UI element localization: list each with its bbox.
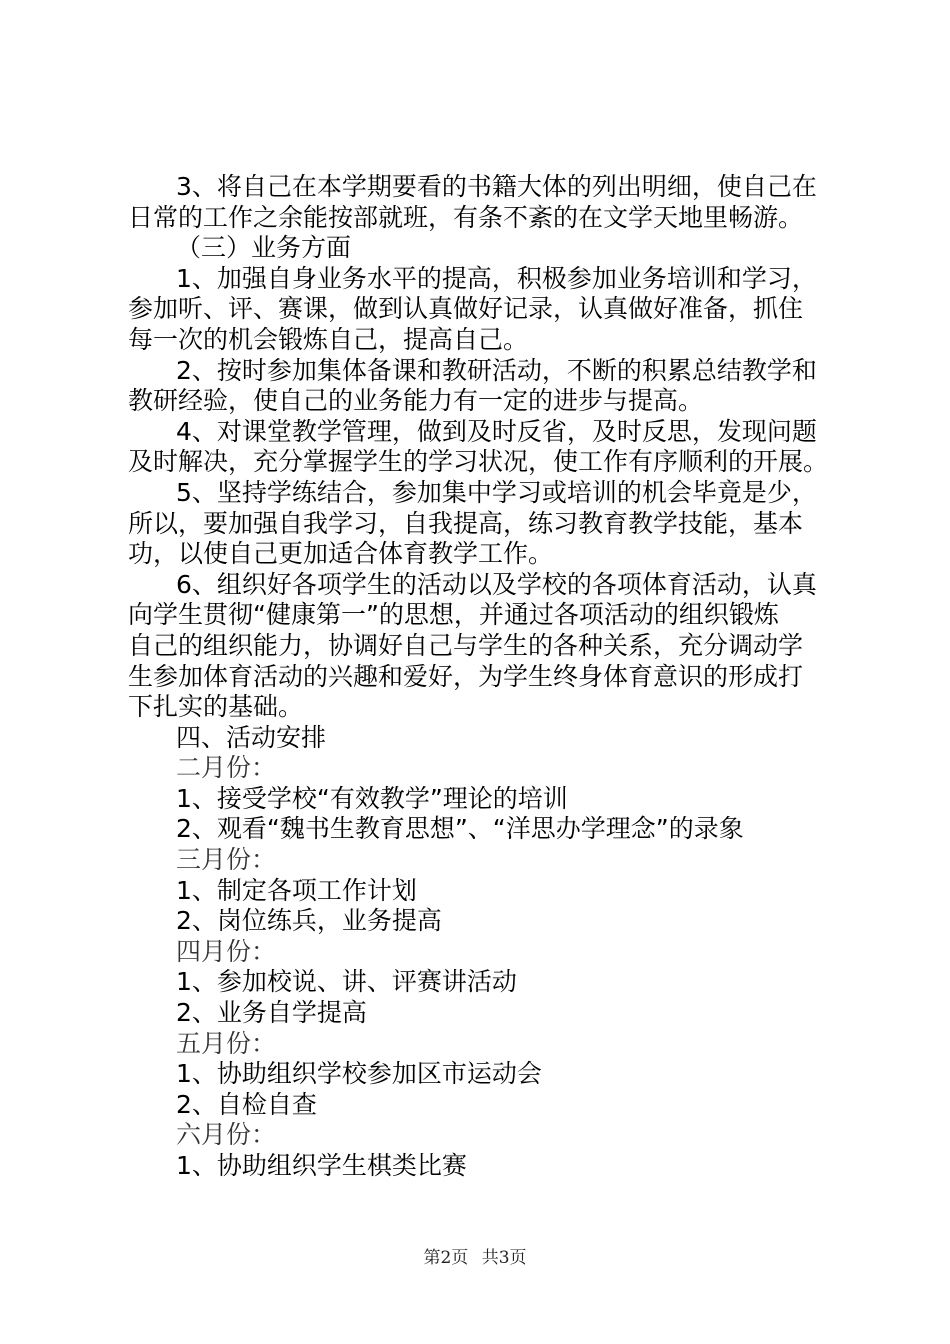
activity-item: 1、参加校说、讲、评赛讲活动 — [176, 967, 517, 997]
page-number: 第2页 — [423, 1248, 469, 1268]
activity-item: 2、业务自学提高 — [176, 998, 367, 1028]
document-body — [128, 172, 838, 1182]
activity-item: 1、协助组织学生棋类比赛 — [176, 1151, 467, 1180]
activity-item: 2、岗位练兵，业务提高 — [176, 906, 442, 936]
paragraph-first-line: 1、加强自身业务水平的提高，积极参加业务培训和学习， — [176, 263, 817, 293]
activity-item: 2、观看“魏书生教育思想”、“洋思办学理念”的录象 — [176, 814, 744, 844]
paragraph-first-line: 5、坚持学练结合，参加集中学习或培训的机会毕竟是少， — [176, 477, 817, 507]
paragraph-line: 每一次的机会锻炼自己，提高自己。 — [128, 324, 529, 354]
paragraph-line: 下扎实的基础。 — [128, 692, 304, 722]
section-heading: 四、活动安排 — [176, 722, 327, 752]
activity-item: 1、制定各项工作计划 — [176, 875, 417, 905]
activity-item: 2、自检自查 — [176, 1089, 317, 1119]
activity-item: 1、协助组织学校参加区市运动会 — [176, 1059, 542, 1089]
month-heading: 二月份： — [176, 753, 277, 783]
paragraph-line: 自己的组织能力，协调好自己与学生的各种关系，充分调动学 — [128, 630, 804, 660]
paragraph-line: 功，以使自己更加适合体育教学工作。 — [128, 539, 554, 569]
month-heading: 四月份： — [176, 936, 277, 966]
paragraph-line: 向学生贯彻“健康第一”的思想，并通过各项活动的组织锻炼 — [128, 600, 779, 630]
month-heading: 六月份： — [176, 1120, 277, 1150]
paragraph-line: 日常的工作之余能按部就班，有条不紊的在文学天地里畅游。 — [128, 202, 804, 232]
paragraph-first-line: 2、按时参加集体备课和教研活动，不断的积累总结教学和 — [176, 355, 817, 385]
page-footer — [0, 1243, 950, 1268]
page-total: 共3页 — [481, 1248, 527, 1268]
month-heading: 三月份： — [176, 845, 277, 875]
paragraph-first-line: 3、将自己在本学期要看的书籍大体的列出明细，使自己在 — [176, 172, 817, 201]
paragraph-line: 所以，要加强自我学习，自我提高，练习教育教学技能，基本 — [128, 508, 804, 538]
paragraph-line: 教研经验，使自己的业务能力有一定的进步与提高。 — [128, 386, 704, 416]
paragraph-line: 生参加体育活动的兴趣和爱好，为学生终身体育意识的形成打 — [128, 661, 804, 691]
paragraph-line: 及时解决，充分掌握学生的学习状况，使工作有序顺利的开展。 — [128, 447, 829, 477]
section-heading: （三）业务方面 — [176, 233, 352, 263]
paragraph-first-line: 6、组织好各项学生的活动以及学校的各项体育活动，认真 — [176, 569, 817, 599]
activity-item: 1、接受学校“有效教学”理论的培训 — [176, 783, 568, 813]
paragraph-line: 参加听、评、赛课，做到认真做好记录，认真做好准备，抓住 — [128, 294, 804, 324]
month-heading: 五月份： — [176, 1028, 277, 1058]
paragraph-first-line: 4、对课堂教学管理，做到及时反省，及时反思，发现问题 — [176, 416, 817, 446]
